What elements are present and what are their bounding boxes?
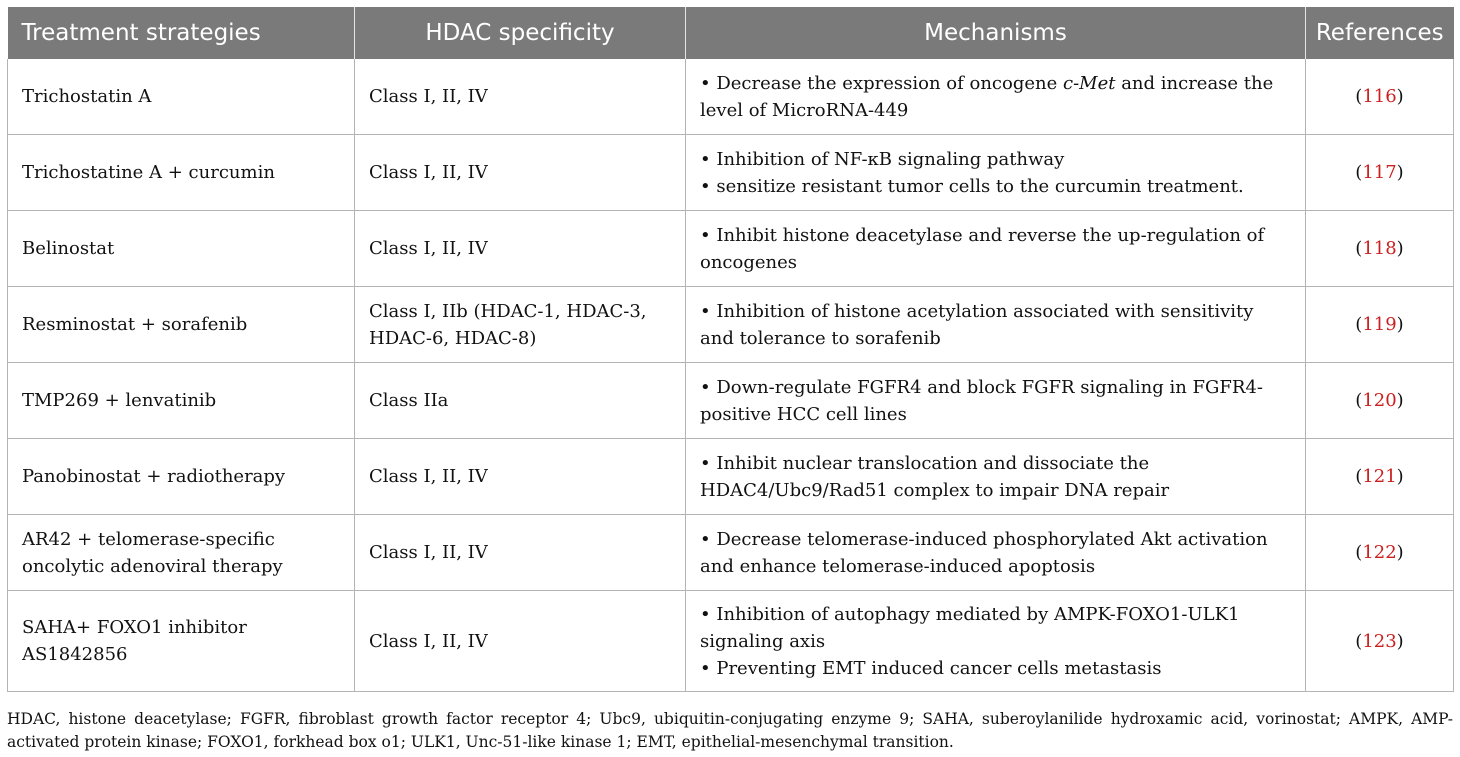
cell-strategy: SAHA+ FOXO1 inhibitor AS1842856 xyxy=(8,591,355,692)
cell-mechanisms: • Inhibit nuclear translocation and dissociate the HDAC4/Ubc9/Rad51 complex to impair DNA repair xyxy=(686,439,1306,515)
table-row xyxy=(8,363,1454,439)
cell-reference: (116) xyxy=(1306,59,1454,135)
cell-reference: (121) xyxy=(1306,439,1454,515)
cell-mechanisms xyxy=(686,591,1306,692)
cell-specificity: Class I, IIb (HDAC-1, HDAC-3, HDAC-6, HDAC-8) xyxy=(355,287,686,363)
reference-link[interactable]: 116 xyxy=(1362,86,1397,107)
cell-mechanisms: • Inhibition of histone acetylation associated with sensitivity and tolerance to sorafenib xyxy=(686,287,1306,363)
cell-reference: (123) xyxy=(1306,591,1454,692)
mechanism-bullet: • sensitize resistant tumor cells to the curcumin treatment. xyxy=(700,175,1244,197)
cell-reference: (119) xyxy=(1306,287,1454,363)
mechanism-bullet: • Inhibition of autophagy mediated by AMPK-FOXO1-ULK1 signaling axis xyxy=(700,603,1240,652)
hdac-treatment-table xyxy=(7,7,1454,692)
cell-reference: (120) xyxy=(1306,363,1454,439)
cell-strategy: Resminostat + sorafenib xyxy=(8,287,355,363)
cell-strategy: TMP269 + lenvatinib xyxy=(8,363,355,439)
cell-specificity: Class I, II, IV xyxy=(355,59,686,135)
table-row xyxy=(8,591,1454,692)
table-row xyxy=(8,135,1454,211)
cell-reference: (118) xyxy=(1306,211,1454,287)
hdac-treatment-table-container xyxy=(7,7,1453,692)
table-footnote: HDAC, histone deacetylase; FGFR, fibroblast growth factor receptor 4; Ubc9, ubiquitin-conjugating enzyme 9; SAHA, suberoylanilide hydroxamic acid, vorinostat; AMPK, AMP-activated protein kinase; FOXO1, forkhead box o1; ULK1, Unc-51-like kinase 1; EMT, epithelial-mesenchymal transition. xyxy=(7,710,1453,751)
cell-strategy: Trichostatin A xyxy=(8,59,355,135)
cell-mechanisms: • Decrease telomerase-induced phosphorylated Akt activation and enhance telomerase-induced apoptosis xyxy=(686,515,1306,591)
cell-mechanisms: • Inhibit histone deacetylase and reverse the up-regulation of oncogenes xyxy=(686,211,1306,287)
cell-specificity: Class I, II, IV xyxy=(355,591,686,692)
table-row xyxy=(8,515,1454,591)
header-references: References xyxy=(1306,7,1454,59)
table-header-row xyxy=(8,7,1454,59)
cell-specificity: Class I, II, IV xyxy=(355,135,686,211)
table-row xyxy=(8,287,1454,363)
mechanism-bullet: • Preventing EMT induced cancer cells metastasis xyxy=(700,657,1162,679)
reference-link[interactable]: 119 xyxy=(1362,314,1397,335)
reference-link[interactable]: 123 xyxy=(1362,630,1397,652)
cell-reference: (122) xyxy=(1306,515,1454,591)
cell-mechanisms: • Decrease the expression of oncogene c-Met and increase the level of MicroRNA-449 xyxy=(686,59,1306,135)
cell-strategy: Trichostatine A + curcumin xyxy=(8,135,355,211)
header-hdac-specificity: HDAC specificity xyxy=(355,7,686,59)
table-row xyxy=(8,211,1454,287)
table-row xyxy=(8,59,1454,135)
mechanism-bullet: • Inhibition of NF-κB signaling pathway xyxy=(700,148,1065,170)
table-row xyxy=(8,439,1454,515)
cell-specificity: Class I, II, IV xyxy=(355,211,686,287)
cell-specificity: Class I, II, IV xyxy=(355,515,686,591)
cell-strategy: Panobinostat + radiotherapy xyxy=(8,439,355,515)
header-treatment-strategies: Treatment strategies xyxy=(8,7,355,59)
cell-specificity: Class IIa xyxy=(355,363,686,439)
cell-mechanisms xyxy=(686,135,1306,211)
header-mechanisms: Mechanisms xyxy=(686,7,1306,59)
cell-reference: (117) xyxy=(1306,135,1454,211)
reference-link[interactable]: 121 xyxy=(1362,466,1397,487)
reference-link[interactable]: 120 xyxy=(1362,390,1397,411)
cell-strategy: Belinostat xyxy=(8,211,355,287)
reference-link[interactable]: 117 xyxy=(1362,162,1397,183)
cell-mechanisms: • Down-regulate FGFR4 and block FGFR signaling in FGFR4-positive HCC cell lines xyxy=(686,363,1306,439)
reference-link[interactable]: 122 xyxy=(1362,542,1397,563)
cell-strategy: AR42 + telomerase-specific oncolytic adenoviral therapy xyxy=(8,515,355,591)
cell-specificity: Class I, II, IV xyxy=(355,439,686,515)
reference-link[interactable]: 118 xyxy=(1362,238,1397,259)
